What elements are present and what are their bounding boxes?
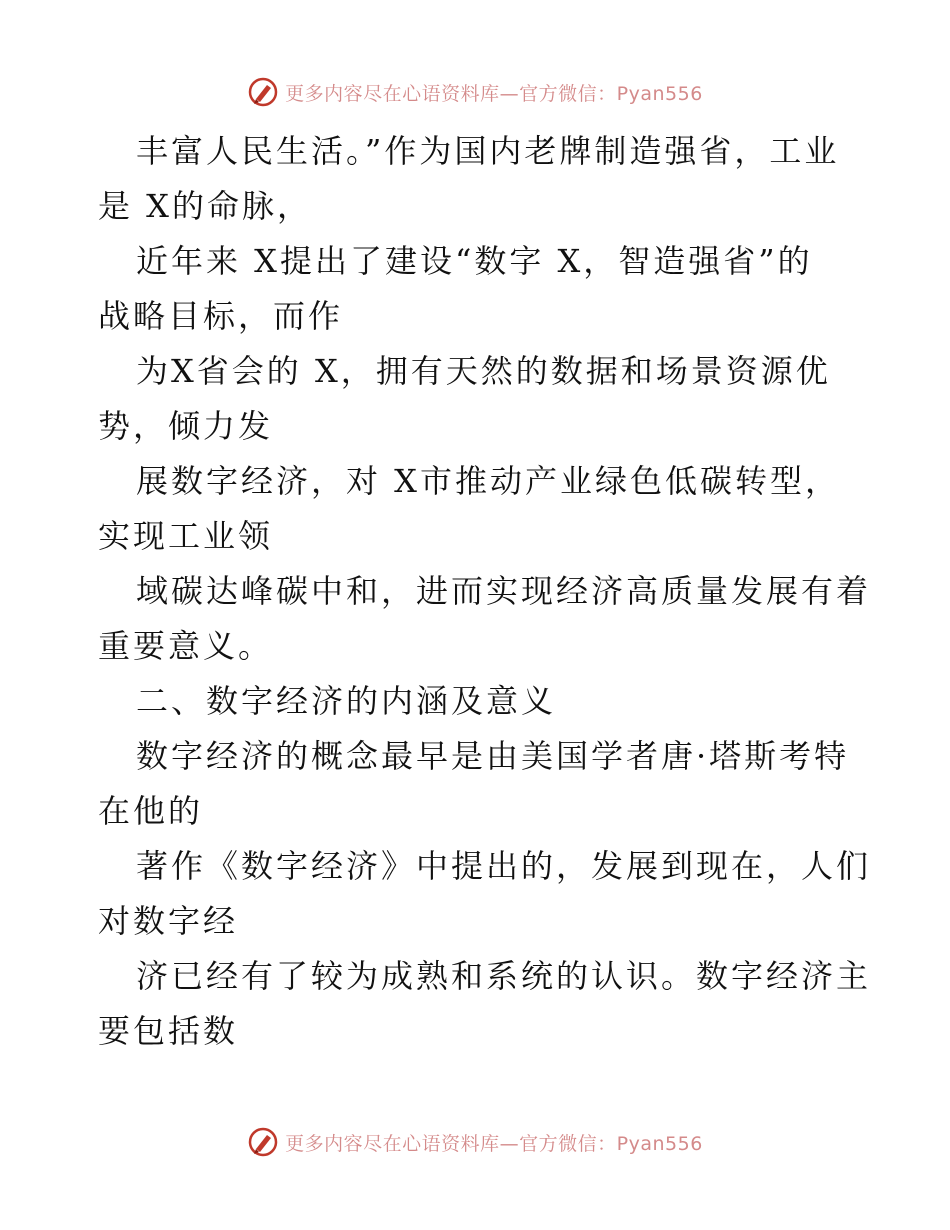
watermark-text: 更多内容尽在心语资料库—官方微信：Pyan556: [285, 1132, 703, 1155]
paragraph: [98, 564, 872, 674]
paragraph-continuation: 是 X的命脉，: [98, 187, 312, 225]
paragraph: [98, 454, 858, 564]
paragraph-first-line: 丰富人民生活。”作为国内老牌制造强省，工业: [136, 132, 840, 170]
paragraph-first-line: 著作《数字经济》中提出的，发展到现在，人们: [136, 847, 872, 885]
paragraph-first-line: 展数字经济，对 X市推动产业绿色低碳转型，: [136, 462, 840, 500]
pen-logo-icon: [247, 1126, 279, 1158]
paragraph-continuation: 势，倾力发: [98, 407, 274, 445]
pen-logo-icon: [247, 76, 279, 108]
section-heading: [98, 674, 858, 729]
paragraph-first-line: 济已经有了较为成熟和系统的认识。数字经济主: [136, 957, 872, 995]
paragraph-continuation: 要包括数: [98, 1012, 239, 1050]
paragraph-first-line: 域碳达峰碳中和，进而实现经济高质量发展有着: [136, 572, 872, 610]
paragraph: [98, 729, 858, 839]
paragraph-continuation: 重要意义。: [98, 627, 274, 665]
paragraph: [98, 344, 858, 454]
paragraph-first-line: 近年来 X提出了建设“数字 X，智造强省”的: [136, 242, 813, 280]
paragraph-first-line: 为X省会的 X，拥有天然的数据和场景资源优: [136, 352, 831, 390]
section-heading-text: 二、数字经济的内涵及意义: [136, 682, 557, 720]
header-watermark: [0, 72, 950, 112]
paragraph-continuation: 战略目标，而作: [98, 297, 344, 335]
paragraph: [98, 839, 872, 949]
paragraph: [98, 234, 858, 344]
watermark-text: 更多内容尽在心语资料库—官方微信：Pyan556: [285, 82, 703, 105]
footer-watermark: [0, 1122, 950, 1162]
document-body: [98, 124, 872, 1059]
paragraph-continuation: 实现工业领: [98, 517, 274, 555]
paragraph: [98, 949, 872, 1059]
paragraph-continuation: 对数字经: [98, 902, 239, 940]
paragraph-continuation: 在他的: [98, 792, 204, 830]
paragraph-first-line: 数字经济的概念最早是由美国学者唐·塔斯考特: [136, 737, 850, 775]
paragraph: [98, 124, 858, 234]
